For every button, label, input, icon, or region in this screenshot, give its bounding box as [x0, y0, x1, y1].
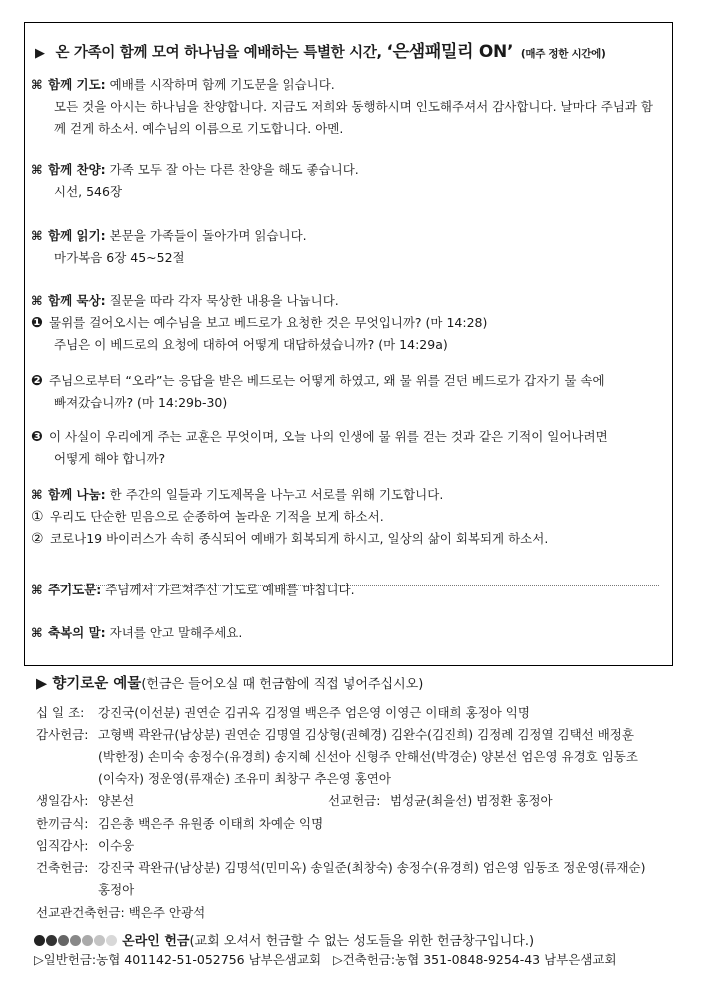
building-account: ▷건축헌금:농협 351-0848-9254-43 남부은샘교회: [332, 952, 617, 967]
meal-names: 김은총 백은주 유원종 이태희 차예순 익명: [98, 816, 324, 831]
offering-title: 향기로운 예물: [52, 676, 142, 692]
duty-label: 임직감사:: [36, 838, 89, 853]
bank-accounts: [34, 950, 617, 968]
praise-body: 시선, 546장: [54, 184, 123, 199]
prayer-desc: 예배를 시작하며 함께 기도문을 읽습니다.: [109, 77, 335, 92]
dot-icon: [82, 935, 93, 946]
prayer-body: 모든 것을 아시는 하나님을 찬양합니다. 지금도 저희와 동행하시며 인도해주셔서 감사합니다. 날마다 주님과 함께 걷게 하소서. 예수님의 이름으로 기도합니다. 아멘.: [54, 99, 654, 136]
tithe-row: [36, 702, 530, 724]
reading-section: [31, 225, 666, 269]
number-2-icon: ❷: [31, 373, 43, 389]
circled-1-icon: ①: [31, 509, 44, 525]
question-1-line1: 물위를 걸어오시는 예수님을 보고 베드로가 요청한 것은 무엇입니까? (마 14:28): [49, 315, 488, 330]
duty-row: [36, 835, 134, 857]
number-3-icon: ❸: [31, 429, 43, 445]
reading-desc: 본문을 가족들이 돌아가며 읽습니다.: [109, 228, 307, 243]
dot-icon: [106, 935, 117, 946]
reading-body: 마가복음 6장 45~52절: [54, 250, 185, 265]
meal-label: 한끼금식:: [36, 816, 89, 831]
reading-label: 함께 읽기:: [48, 228, 106, 243]
question-1: [31, 312, 666, 334]
online-note: (교회 오셔서 헌금할 수 없는 성도들을 위한 헌금창구입니다.): [189, 934, 535, 949]
thanks-line: (박한정) 손미숙 송정수(유경희) 송지혜 신선아 신형주 안해선(박경순) 양본선 엄은영 유경호 임동조: [98, 749, 638, 764]
lords-prayer-label: 주기도문:: [48, 582, 102, 597]
blessing-desc: 자녀를 안고 말해주세요.: [109, 625, 243, 640]
sharing-label: 함께 나눔:: [48, 487, 106, 502]
meditation-desc: 질문을 따라 각자 묵상한 내용을 나눕니다.: [109, 293, 339, 308]
offering-header: [36, 672, 676, 693]
family-worship-box: [24, 22, 673, 666]
worship-title-main: 온 가족이 함께 모여 하나님을 예배하는 특별한 시간,: [55, 45, 382, 61]
command-icon: ⌘: [31, 582, 43, 597]
blessing-section: [31, 622, 666, 644]
mission-building-label: 선교관건축헌금:: [36, 905, 125, 920]
thanks-line: 고형백 곽완규(남상분) 권연순 김명열 김상형(권혜경) 김완수(김진희) 김정례 김정열 김택선 배정훈: [98, 727, 634, 742]
question-2-line2: 빠져갔습니까? (마 14:29b-30): [54, 395, 228, 410]
command-icon: ⌘: [31, 293, 43, 308]
offering-note: (헌금은 들어오실 때 헌금함에 직접 넣어주십시오): [141, 677, 424, 692]
meditation-label: 함께 묵상:: [48, 293, 106, 308]
building-line: 강진국 곽완규(남상분) 김명석(민미옥) 송일준(최창숙) 송정수(유경희) 엄은영 임동조 정운영(류재순): [98, 860, 646, 875]
praise-label: 함께 찬양:: [48, 162, 106, 177]
question-2: [31, 370, 666, 414]
question-2-line1: 주님으로부터 “오라”는 응답을 받은 베드로는 어떻게 하였고, 왜 물 위를 걷던 베드로가 갑자기 물 속에: [49, 373, 605, 388]
sharing-section: [31, 484, 666, 550]
tithe-label: 십 일 조:: [36, 705, 85, 720]
sharing-item: [31, 528, 666, 550]
circled-2-icon: ②: [31, 531, 44, 547]
online-title: 온라인 헌금: [122, 934, 190, 949]
birthday-names: 양본선: [98, 793, 135, 808]
duty-names: 이수웅: [98, 838, 135, 853]
mission-building-row: [36, 902, 205, 924]
number-1-icon: ❶: [31, 315, 43, 331]
worship-brand: ‘은샘패밀리 ON’: [386, 42, 514, 62]
building-row: [36, 857, 646, 901]
meal-row: [36, 813, 323, 835]
dot-icon: [46, 935, 57, 946]
triangle-icon: ▶: [35, 46, 45, 61]
meditation-section: [31, 290, 666, 356]
question-1-line2: 주님은 이 베드로의 요청에 대하여 어떻게 대답하셨습니까? (마 14:29a): [54, 337, 448, 352]
dot-icon: [94, 935, 105, 946]
mission-names: 범성균(최을선) 범정환 홍정아: [390, 793, 553, 808]
command-icon: ⌘: [31, 487, 43, 502]
prayer-section: [31, 74, 666, 140]
prayer-label: 함께 기도:: [48, 77, 106, 92]
blessing-label: 축복의 말:: [48, 625, 106, 640]
dot-icon: [58, 935, 69, 946]
sharing-item: [31, 506, 666, 528]
command-icon: ⌘: [31, 228, 43, 243]
dot-icon: [34, 935, 45, 946]
command-icon: ⌘: [31, 625, 43, 640]
question-3-line1: 이 사실이 우리에게 주는 교훈은 무엇이며, 오늘 나의 인생에 물 위를 걷는 것과 같은 기적이 일어나려면: [49, 429, 608, 444]
dot-icon: [70, 935, 81, 946]
online-offering: [34, 930, 534, 949]
thanks-label: 감사헌금:: [36, 727, 89, 742]
sharing-item-text: 우리도 단순한 믿음으로 순종하여 놀라운 기적을 보게 하소서.: [50, 509, 384, 524]
command-icon: ⌘: [31, 77, 43, 92]
question-3-line2: 어떻게 해야 합니까?: [54, 451, 166, 466]
thanks-row: [36, 724, 638, 790]
triangle-icon: ▶: [36, 676, 48, 692]
lords-prayer-desc: 주님께서 가르쳐주신 기도로 예배를 마칩니다.: [105, 582, 355, 597]
praise-desc: 가족 모두 잘 아는 다른 찬양을 해도 좋습니다.: [109, 162, 359, 177]
birthday-row: [36, 790, 636, 812]
worship-title-note: (매주 정한 시간에): [520, 48, 606, 60]
lords-prayer-section: [31, 579, 666, 601]
sharing-item-text: 코로나19 바이러스가 속히 종식되어 예배가 회복되게 하시고, 일상의 삶이 회복되게 하소서.: [50, 531, 549, 546]
praise-section: [31, 159, 666, 203]
tithe-names: 강진국(이선분) 권연순 김귀옥 김정열 백은주 엄은영 이영근 이태희 홍정아 익명: [98, 705, 530, 720]
worship-title: [35, 37, 606, 62]
mission-label: 선교헌금:: [328, 793, 381, 808]
question-3: [31, 426, 666, 470]
building-label: 건축헌금:: [36, 860, 89, 875]
mission-building-names: 백은주 안광석: [128, 905, 206, 920]
building-line: 홍정아: [98, 882, 135, 897]
thanks-line: (이숙자) 정운영(류재순) 조유미 최창구 추은영 홍연아: [98, 771, 391, 786]
dots-decoration: [34, 934, 118, 949]
command-icon: ⌘: [31, 162, 43, 177]
sharing-desc: 한 주간의 일들과 기도제목을 나누고 서로를 위해 기도합니다.: [109, 487, 444, 502]
general-account: ▷일반헌금:농협 401142-51-052756 남부은샘교회: [34, 952, 322, 967]
birthday-label: 생일감사:: [36, 793, 89, 808]
